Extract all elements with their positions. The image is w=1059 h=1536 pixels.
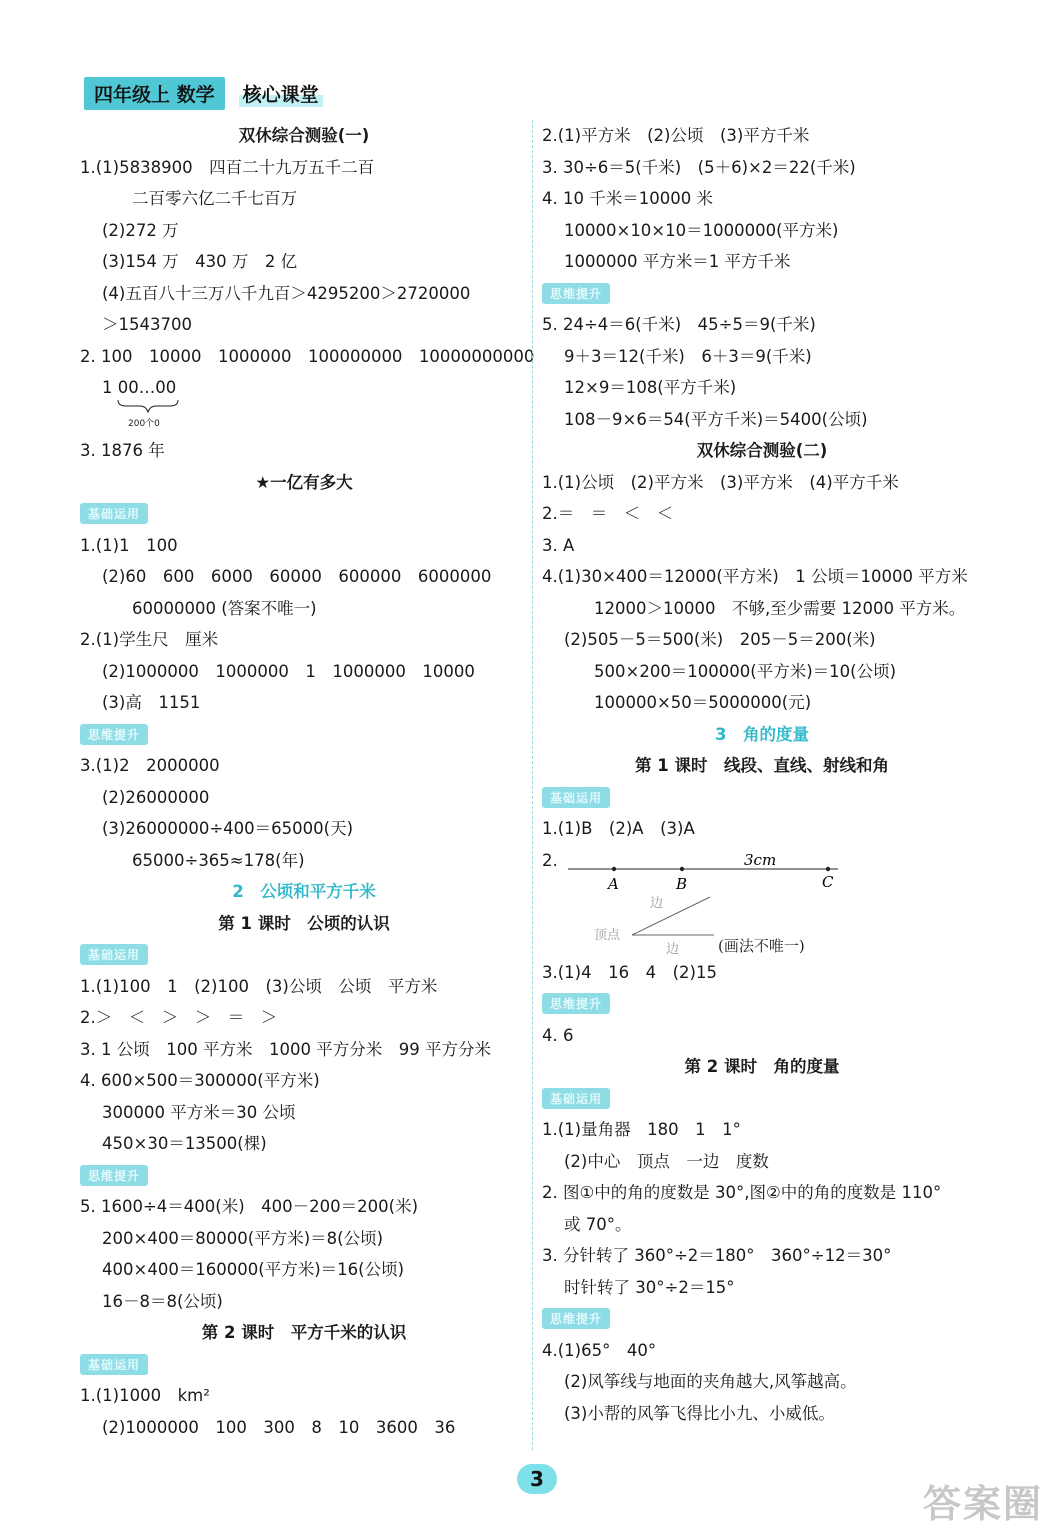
vertex-label: 顶点 [594,927,621,943]
basic-practice-badge: 基础运用 [80,503,148,524]
answer-line: 3. A [542,535,575,555]
section-title: ★一亿有多大 [255,472,353,492]
answer-line: 2.＝ ＝ ＜ ＜ [542,504,674,523]
answer-line: 4. 10 千米＝10000 米 [542,189,713,208]
page-header [84,78,323,108]
answer-line: 2. 100 10000 1000000 100000000 10000000000 [80,346,535,366]
answer-line: 12×9＝108(平方千米) [564,378,737,397]
answer-line: (4)五百八十三万八千九百＞4295200＞2720000 [102,283,471,303]
badge-row [80,498,528,530]
segment-svg [562,845,882,895]
badge-row [542,278,982,310]
ray-label-top: 边 [650,895,664,911]
right-answer-column [542,120,982,1429]
thinking-boost-badge: 思维提升 [542,1308,610,1329]
answer-line: (2)1000000 100 300 8 10 3600 36 [102,1417,456,1437]
answer-line: 108－9×6＝54(平方千米)＝5400(公顷) [564,409,868,429]
answer-line: 1.(1)量角器 180 1 1° [542,1120,741,1139]
answer-line: 4.(1)65° 40° [542,1340,657,1360]
answer-line: 500×200＝100000(平方米)＝10(公顷) [594,661,897,681]
answer-line: (2)272 万 [102,220,179,240]
answer-line: 4.(1)30×400＝12000(平方米) 1 公顷＝10000 平方米 [542,567,968,586]
angle-figure [542,895,982,957]
segment-figure [542,845,982,895]
answer-line: 2. 图①中的角的度数是 30°,图②中的角的度数是 110° [542,1183,942,1202]
basic-practice-badge: 基础运用 [80,944,148,965]
badge-row [80,719,528,751]
answer-line: 5. 24÷4＝6(千米) 45÷5＝9(千米) [542,315,816,334]
badge-row [542,1303,982,1335]
answer-line: 1.(1)公顷 (2)平方米 (3)平方米 (4)平方千米 [542,472,899,492]
answer-line: 100000×50＝5000000(元) [594,693,812,712]
answer-line: (2)26000000 [102,787,210,807]
grade-subject-label: 四年级上 数学 [84,77,225,110]
basic-practice-badge: 基础运用 [542,1088,610,1109]
thinking-boost-badge: 思维提升 [542,283,610,304]
answer-line: 300000 平方米＝30 公顷 [102,1102,296,1122]
section-title: 第 1 课时 公顷的认识 [218,913,390,933]
answer-line: ＞1543700 [102,315,192,334]
answer-line: 3.(1)2 2000000 [80,756,220,775]
answer-line: (2)中心 顶点 一边 度数 [564,1151,769,1171]
section-title: 第 2 课时 平方千米的认识 [201,1323,407,1342]
answer-line: (3)154 万 430 万 2 亿 [102,252,298,271]
ray-label-bottom: 边 [666,941,680,957]
answer-line: 65000÷365≈178(年) [132,850,305,870]
answer-line: 1.(1)B (2)A (3)A [542,819,695,838]
zeros-brace-figure [80,372,528,435]
brand-title: 核心课堂 [239,80,323,107]
answer-line: (3)小帮的风筝飞得比小九、小威低。 [564,1403,835,1423]
answer-line: 200×400＝80000(平方米)＝8(公顷) [102,1228,384,1248]
answer-line: 10000×10×10＝1000000(平方米) [564,220,839,240]
answer-line: 2.(1)平方米 (2)公顷 (3)平方千米 [542,126,810,145]
answer-line: 450×30＝13500(棵) [102,1134,267,1153]
section-title: 第 2 课时 角的度量 [684,1057,840,1076]
answer-line: 或 70°。 [564,1214,632,1234]
method-note: (画法不唯一) [718,936,805,955]
answer-line: 1.(1)100 1 (2)100 (3)公顷 公顷 平方米 [80,976,438,996]
thinking-boost-badge: 思维提升 [80,724,148,745]
point-label-c: C [822,872,834,891]
answer-line: (2)风筝线与地面的夹角越大,风筝越高。 [564,1372,857,1391]
point-label-b: B [676,874,688,893]
chapter-heading: 2 公顷和平方千米 [232,882,376,901]
answer-line: 2.＞ ＜ ＞ ＞ ＝ ＞ [80,1008,278,1027]
section-title: 第 1 课时 线段、直线、射线和角 [635,756,889,775]
answer-line: 3. 1876 年 [80,441,165,460]
answer-line: 1000000 平方米＝1 平方千米 [564,252,791,271]
answer-line: 60000000 (答案不唯一) [132,598,317,618]
left-answer-column [80,120,535,1443]
brace-number: 1 00…00 [102,378,177,397]
angle-svg [542,895,982,957]
answer-line: 3. 分针转了 360°÷2＝180° 360°÷12＝30° [542,1246,892,1265]
answer-line: 9＋3＝12(千米) 6＋3＝9(千米) [564,346,812,366]
chapter-heading: 3 角的度量 [715,724,809,744]
answer-line: 16－8＝8(公顷) [102,1291,223,1311]
section-title: 双休综合测验(一) [238,126,370,145]
watermark-logo: 答案圈 [922,1482,1043,1526]
badge-row [80,1349,528,1381]
distance-label: 3cm [744,850,777,869]
answer-line: 3. 30÷6＝5(千米) (5＋6)×2＝22(千米) [542,157,856,177]
answer-line: 时针转了 30°÷2＝15° [564,1277,735,1297]
answer-line: 3.(1)4 16 4 (2)15 [542,962,717,982]
answer-line: 3. 1 公顷 100 平方米 1000 平方分米 99 平方分米 [80,1039,491,1059]
answer-line: 2.(1)学生尺 厘米 [80,630,219,649]
badge-row [542,1083,982,1115]
thinking-boost-badge: 思维提升 [80,1165,148,1186]
answer-line: 5. 1600÷4＝400(米) 400－200＝200(米) [80,1197,419,1216]
point-label-a: A [608,874,619,893]
badge-row [542,988,982,1020]
answer-line: (3)26000000÷400＝65000(天) [102,819,354,838]
answer-line: 400×400＝160000(平方米)＝16(公顷) [102,1260,405,1279]
basic-practice-badge: 基础运用 [542,787,610,808]
answer-line: 4. 600×500＝300000(平方米) [80,1071,320,1090]
badge-row [80,1160,528,1192]
brace-caption: 200个0 [128,419,160,429]
answer-line: 1.(1)5838900 四百二十九万五千二百 [80,157,375,177]
page-number: 3 [517,1464,557,1494]
answer-line: (2)1000000 1000000 1 1000000 10000 [102,661,475,681]
badge-row [542,782,982,814]
badge-row [80,939,528,971]
answer-line: 1.(1)1000 km² [80,1386,210,1405]
answer-line: (2)60 600 6000 60000 600000 6000000 [102,567,492,586]
question-number: 2. [542,850,558,870]
column-divider [532,120,533,1450]
answer-line: (3)高 1151 [102,693,201,712]
answer-line: 二百零六亿二千七百万 [132,189,297,208]
answer-line: 12000＞10000 不够,至少需要 12000 平方米。 [594,598,966,618]
thinking-boost-badge: 思维提升 [542,993,610,1014]
section-title: 双休综合测验(二) [696,441,828,460]
answer-line: (2)505－5＝500(米) 205－5＝200(米) [564,630,876,649]
answer-line: 1.(1)1 100 [80,535,178,555]
answer-line: 4. 6 [542,1025,574,1045]
basic-practice-badge: 基础运用 [80,1354,148,1375]
